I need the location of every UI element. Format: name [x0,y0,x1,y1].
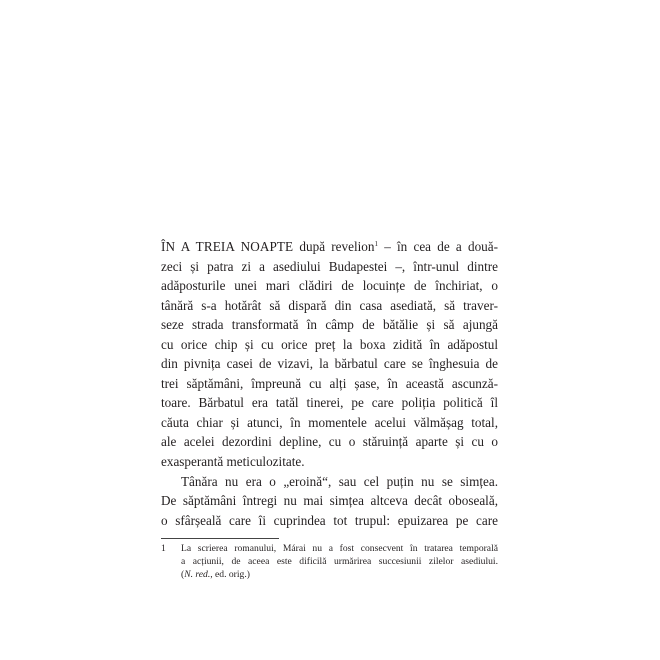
footnote-line: a acțiunii, de aceea este dificilă urmărirea succesiunii zilelor asediului. [181,556,498,568]
footnote-reference[interactable]: 1 [374,240,378,248]
text-line: ÎN A TREIA NOAPTE după revelion$^1$ – în cea de a două- [161,239,499,254]
text-line: tânără s-a hotărât să dispară din casa asediată, să traver- [161,297,498,313]
text-line: trei săptămâni, împreună cu alți șase, în această ascunză- [161,375,498,391]
main-text [161,237,498,530]
footnote [161,542,498,582]
text-line: seze strada transformată în câmp de bătălie și să ajungă [161,317,498,333]
paragraph-1 [161,237,498,472]
footnote-line: (N. red., ed. orig.) [181,569,250,581]
paragraph-2 [161,472,498,531]
text-line: Tânăra nu era o „eroină“, sau cel puțin nu se simțea. [181,473,498,489]
footnote-number: 1 [161,543,166,554]
text-line: căuta chiar și atunci, în momentele acelui vălmășag total, [161,414,498,430]
text-line: cu orice chip și cu orice preț la boxa zidită în adăpostul [161,336,498,352]
text-line: De săptămâni întregi nu mai simțea altceva decât oboseală, [161,493,498,509]
text-line: exasperantă meticulozitate. [161,454,305,470]
text-line: ale acelei dezordini depline, cu o stăruință aparte și cu o [161,434,498,450]
text-line: toare. Bărbatul era tatăl tinerei, pe care poliția politică îl [161,395,498,411]
footnote-line: La scrierea romanului, Márai nu a fost consecvent în tratarea temporală [181,543,498,554]
text-line: o sfârșeală care îi cuprindea tot trupul: epuizarea pe care [161,512,498,528]
chapter-opening-words: ÎN A TREIA NOAPTE [161,239,294,254]
text-line: adăposturile unei mari clădiri de locuințe de închiriat, o [161,278,498,294]
text-line: zeci și patra zi a asediului Budapestei –, într-unul dintre [161,258,498,274]
footnote-divider [161,538,279,539]
footnote-text [181,542,498,582]
editor-note-abbrev: N. red. [184,569,211,581]
text-line: din pivnița casei de vizavi, la bărbatul care se înghesuia de [161,356,498,372]
